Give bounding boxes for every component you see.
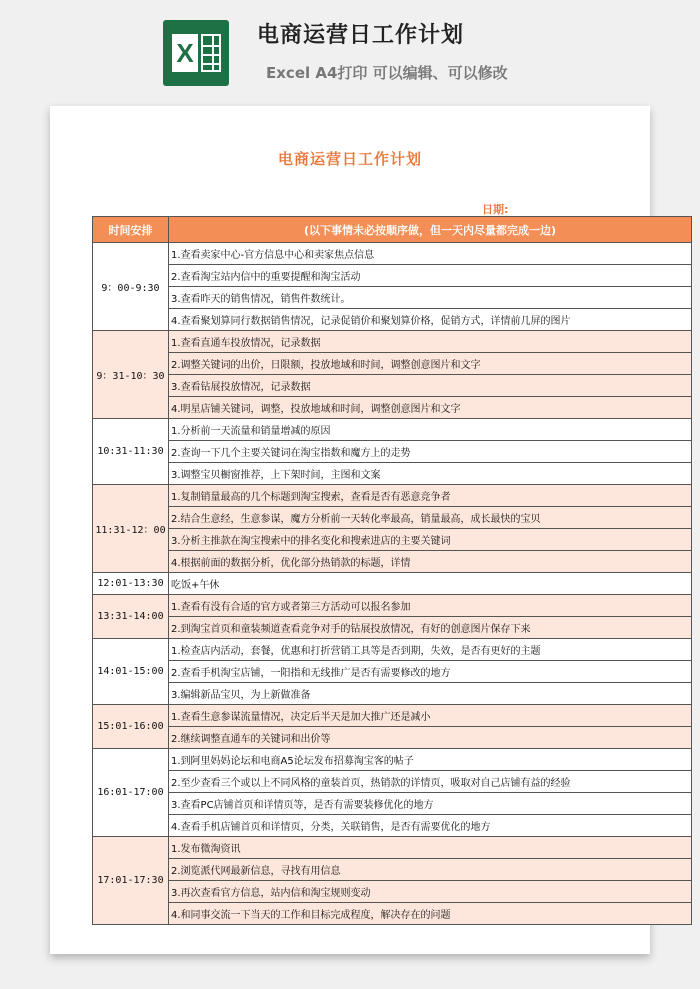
- task-cell: 1.查看有没有合适的官方或者第三方活动可以报名参加: [169, 595, 692, 617]
- table-row: [93, 617, 692, 639]
- task-cell: 2.到淘宝首页和童装频道查看竞争对手的钻展投放情况，有好的创意图片保存下来: [169, 617, 692, 639]
- task-cell: 1.分析前一天流量和销量增减的原因: [169, 419, 692, 441]
- table-row: [93, 793, 692, 815]
- table-row: [93, 485, 692, 507]
- task-cell: 吃饭+午休: [169, 573, 692, 595]
- time-slot-cell: 15:01-16:00: [93, 705, 169, 749]
- task-cell: 3.编辑新品宝贝，为上新做准备: [169, 683, 692, 705]
- table-row: [93, 573, 692, 595]
- table-row: [93, 353, 692, 375]
- table-row: [93, 243, 692, 265]
- time-column-header: 时间安排: [93, 217, 169, 243]
- time-slot-cell: 11:31-12：00: [93, 485, 169, 573]
- task-cell: 1.复制销量最高的几个标题到淘宝搜索，查看是否有恶意竞争者: [169, 485, 692, 507]
- task-cell: 4.和同事交流一下当天的工作和目标完成程度，解决存在的问题: [169, 903, 692, 925]
- task-cell: 1.查看生意参谋流量情况，决定后半天是加大推广还是减小: [169, 705, 692, 727]
- table-row: [93, 837, 692, 859]
- task-cell: 2.查看淘宝站内信中的重要提醒和淘宝活动: [169, 265, 692, 287]
- schedule-table: [92, 216, 692, 925]
- table-row: [93, 749, 692, 771]
- task-cell: 4.明星店铺关键词，调整，投放地域和时间，调整创意图片和文字: [169, 397, 692, 419]
- table-row: [93, 705, 692, 727]
- table-row: [93, 375, 692, 397]
- time-slot-cell: 14:01-15:00: [93, 639, 169, 705]
- task-cell: 3.调整宝贝橱窗推荐，上下架时间，主图和文案: [169, 463, 692, 485]
- time-slot-cell: 16:01-17:00: [93, 749, 169, 837]
- task-cell: 2.调整关键词的出价，日限额，投放地域和时间，调整创意图片和文字: [169, 353, 692, 375]
- task-cell: 3.查看钻展投放情况，记录数据: [169, 375, 692, 397]
- table-row: [93, 881, 692, 903]
- document-sheet: [50, 106, 650, 954]
- table-row: [93, 419, 692, 441]
- excel-grid-icon: [201, 34, 221, 72]
- table-row: [93, 529, 692, 551]
- table-row: [93, 463, 692, 485]
- table-row: [93, 331, 692, 353]
- excel-logo-icon: [163, 20, 229, 86]
- table-row: [93, 815, 692, 837]
- table-row: [93, 859, 692, 881]
- task-cell: 2.查看手机淘宝店铺，一阳指和无线推广是否有需要修改的地方: [169, 661, 692, 683]
- task-cell: 1.查看卖家中心-官方信息中心和卖家焦点信息: [169, 243, 692, 265]
- time-slot-cell: 12:01-13:30: [93, 573, 169, 595]
- table-row: [93, 551, 692, 573]
- time-slot-cell: 9：31-10：30: [93, 331, 169, 419]
- table-row: [93, 903, 692, 925]
- task-cell: 1.检查店内活动，套餐，优惠和打折营销工具等是否到期，失效，是否有更好的主题: [169, 639, 692, 661]
- page-title: 电商运营日工作计划: [257, 23, 465, 48]
- table-row: [93, 397, 692, 419]
- task-cell: 3.再次查看官方信息，站内信和淘宝规则变动: [169, 881, 692, 903]
- task-cell: 2.浏览派代网最新信息，寻找有用信息: [169, 859, 692, 881]
- task-cell: 3.查看PC店铺首页和详情页等，是否有需要装修优化的地方: [169, 793, 692, 815]
- table-row: [93, 661, 692, 683]
- table-row: [93, 771, 692, 793]
- time-slot-cell: 9：00-9:30: [93, 243, 169, 331]
- page-subtitle: Excel A4打印 可以编辑、可以修改: [266, 64, 508, 82]
- table-row: [93, 727, 692, 749]
- task-cell: 4.根据前面的数据分析，优化部分热销款的标题，详情: [169, 551, 692, 573]
- table-header-row: [93, 217, 692, 243]
- tasks-column-header: (以下事情未必按顺序做，但一天内尽量都完成一边): [169, 217, 692, 243]
- task-cell: 2.继续调整直通车的关键词和出价等: [169, 727, 692, 749]
- time-slot-cell: 13:31-14:00: [93, 595, 169, 639]
- excel-logo-letter: X: [172, 34, 198, 72]
- task-cell: 2.至少查看三个或以上不同风格的童装首页，热销款的详情页，吸取对自己店铺有益的经验: [169, 771, 692, 793]
- table-row: [93, 595, 692, 617]
- task-cell: 2.结合生意经，生意参谋，魔方分析前一天转化率最高，销量最高，成长最快的宝贝: [169, 507, 692, 529]
- task-cell: 1.查看直通车投放情况，记录数据: [169, 331, 692, 353]
- task-cell: 1.发布微淘资讯: [169, 837, 692, 859]
- task-cell: 3.分析主推款在淘宝搜索中的排名变化和搜索进店的主要关键词: [169, 529, 692, 551]
- schedule-body: [93, 243, 692, 925]
- table-row: [93, 309, 692, 331]
- table-row: [93, 639, 692, 661]
- table-row: [93, 507, 692, 529]
- task-cell: 1.到阿里妈妈论坛和电商A5论坛发布招募淘宝客的帖子: [169, 749, 692, 771]
- table-row: [93, 441, 692, 463]
- task-cell: 4.查看聚划算同行数据销售情况，记录促销价和聚划算价格，促销方式，详情前几屏的图片: [169, 309, 692, 331]
- task-cell: 2.查询一下几个主要关键词在淘宝指数和魔方上的走势: [169, 441, 692, 463]
- date-label: 日期:: [482, 203, 509, 216]
- time-slot-cell: 17:01-17:30: [93, 837, 169, 925]
- table-row: [93, 265, 692, 287]
- document-title: 电商运营日工作计划: [277, 150, 422, 168]
- task-cell: 4.查看手机店铺首页和详情页，分类，关联销售，是否有需要优化的地方: [169, 815, 692, 837]
- table-row: [93, 287, 692, 309]
- time-slot-cell: 10:31-11:30: [93, 419, 169, 485]
- page-header: [0, 0, 700, 100]
- table-row: [93, 683, 692, 705]
- task-cell: 3.查看昨天的销售情况，销售件数统计。: [169, 287, 692, 309]
